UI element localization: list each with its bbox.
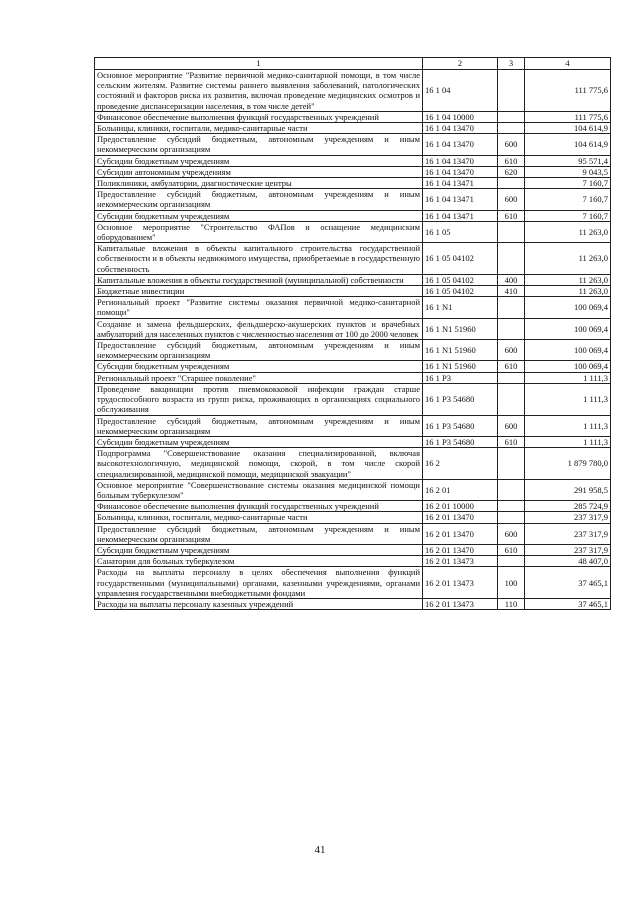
row-amount-cell: 7 160,7 bbox=[525, 178, 611, 189]
row-expense-type-cell: 610 bbox=[498, 155, 525, 166]
row-expense-type-cell bbox=[498, 318, 525, 339]
row-name-cell: Субсидии бюджетным учреждениям bbox=[95, 155, 423, 166]
row-expense-type-cell: 600 bbox=[498, 415, 525, 436]
row-amount-cell: 1 111,3 bbox=[525, 383, 611, 415]
row-code-cell: 16 2 01 13470 bbox=[423, 512, 498, 523]
row-name-cell: Предоставление субсидий бюджетным, автономным учреждениям и иным некоммерческим организациям bbox=[95, 523, 423, 544]
row-expense-type-cell bbox=[498, 178, 525, 189]
row-expense-type-cell: 610 bbox=[498, 361, 525, 372]
row-amount-cell: 237 317,9 bbox=[525, 512, 611, 523]
row-amount-cell: 100 069,4 bbox=[525, 318, 611, 339]
row-expense-type-cell bbox=[498, 479, 525, 500]
row-amount-cell: 237 317,9 bbox=[525, 523, 611, 544]
row-amount-cell: 111 775,6 bbox=[525, 70, 611, 112]
row-code-cell: 16 1 04 13470 bbox=[423, 166, 498, 177]
row-amount-cell: 9 043,5 bbox=[525, 166, 611, 177]
header-col-4: 4 bbox=[525, 58, 611, 70]
row-name-cell: Бюджетные инвестиции bbox=[95, 286, 423, 297]
row-code-cell: 16 1 05 bbox=[423, 221, 498, 242]
row-amount-cell: 104 614,9 bbox=[525, 134, 611, 155]
row-amount-cell: 100 069,4 bbox=[525, 340, 611, 361]
row-name-cell: Расходы на выплаты персоналу казенных учреждений bbox=[95, 598, 423, 609]
table-row bbox=[95, 448, 611, 480]
row-amount-cell: 11 263,0 bbox=[525, 286, 611, 297]
row-expense-type-cell: 600 bbox=[498, 340, 525, 361]
table-row bbox=[95, 361, 611, 372]
row-name-cell: Субсидии бюджетным учреждениям bbox=[95, 210, 423, 221]
row-amount-cell: 11 263,0 bbox=[525, 221, 611, 242]
row-amount-cell: 1 111,3 bbox=[525, 415, 611, 436]
row-amount-cell: 7 160,7 bbox=[525, 189, 611, 210]
table-row bbox=[95, 70, 611, 112]
row-expense-type-cell bbox=[498, 383, 525, 415]
row-expense-type-cell bbox=[498, 501, 525, 512]
row-code-cell: 16 1 N1 51960 bbox=[423, 340, 498, 361]
row-amount-cell: 1 111,3 bbox=[525, 436, 611, 447]
row-amount-cell: 100 069,4 bbox=[525, 361, 611, 372]
row-code-cell: 16 1 04 13471 bbox=[423, 210, 498, 221]
row-code-cell: 16 1 P3 bbox=[423, 372, 498, 383]
row-name-cell: Капитальные вложения в объекты государственной (муниципальной) собственности bbox=[95, 274, 423, 285]
row-code-cell: 16 1 05 04102 bbox=[423, 286, 498, 297]
row-amount-cell: 104 614,9 bbox=[525, 123, 611, 134]
row-name-cell: Больницы, клиники, госпитали, медико-санитарные части bbox=[95, 123, 423, 134]
table-row bbox=[95, 318, 611, 339]
row-name-cell: Основное мероприятие "Развитие первичной медико-санитарной помощи, в том числе сельским жителям. Развитие системы раннего выявления заболеваний, патологических состояний и факторов риска их развития, включая проведение медицинских осмотров и проведение диспансеризации населения, в том числе детей" bbox=[95, 70, 423, 112]
row-expense-type-cell: 600 bbox=[498, 134, 525, 155]
table-row bbox=[95, 479, 611, 500]
table-row bbox=[95, 134, 611, 155]
row-name-cell: Субсидии бюджетным учреждениям bbox=[95, 436, 423, 447]
budget-table bbox=[94, 57, 611, 610]
row-expense-type-cell bbox=[498, 448, 525, 480]
table-row bbox=[95, 523, 611, 544]
row-code-cell: 16 2 01 13470 bbox=[423, 523, 498, 544]
row-expense-type-cell: 610 bbox=[498, 544, 525, 555]
row-expense-type-cell: 600 bbox=[498, 189, 525, 210]
table-row bbox=[95, 221, 611, 242]
table-row bbox=[95, 297, 611, 318]
row-expense-type-cell: 100 bbox=[498, 567, 525, 599]
row-name-cell: Финансовое обеспечение выполнения функций государственных учреждений bbox=[95, 111, 423, 122]
page-number: 41 bbox=[314, 844, 326, 856]
row-name-cell: Субсидии автономным учреждениям bbox=[95, 166, 423, 177]
row-name-cell: Предоставление субсидий бюджетным, автономным учреждениям и иным некоммерческим организациям bbox=[95, 134, 423, 155]
row-name-cell: Региональный проект "Развитие системы оказания первичной медико-санитарной помощи" bbox=[95, 297, 423, 318]
row-expense-type-cell bbox=[498, 556, 525, 567]
row-name-cell: Поликлиники, амбулатории, диагностические центры bbox=[95, 178, 423, 189]
row-code-cell: 16 1 P3 54680 bbox=[423, 436, 498, 447]
row-expense-type-cell: 610 bbox=[498, 436, 525, 447]
row-code-cell: 16 1 05 04102 bbox=[423, 243, 498, 275]
row-code-cell: 16 1 P3 54680 bbox=[423, 383, 498, 415]
row-name-cell: Предоставление субсидий бюджетным, автономным учреждениям и иным некоммерческим организациям bbox=[95, 340, 423, 361]
row-code-cell: 16 2 bbox=[423, 448, 498, 480]
row-amount-cell: 48 407,0 bbox=[525, 556, 611, 567]
row-expense-type-cell bbox=[498, 123, 525, 134]
row-code-cell: 16 1 04 13470 bbox=[423, 155, 498, 166]
row-expense-type-cell: 110 bbox=[498, 598, 525, 609]
row-expense-type-cell bbox=[498, 243, 525, 275]
row-expense-type-cell bbox=[498, 297, 525, 318]
row-name-cell: Предоставление субсидий бюджетным, автономным учреждениям и иным некоммерческим организациям bbox=[95, 189, 423, 210]
header-col-1: 1 bbox=[95, 58, 423, 70]
table-row bbox=[95, 243, 611, 275]
row-code-cell: 16 1 04 13470 bbox=[423, 134, 498, 155]
row-amount-cell: 11 263,0 bbox=[525, 274, 611, 285]
row-expense-type-cell bbox=[498, 221, 525, 242]
table-row bbox=[95, 436, 611, 447]
row-code-cell: 16 1 P3 54680 bbox=[423, 415, 498, 436]
row-amount-cell: 37 465,1 bbox=[525, 598, 611, 609]
row-code-cell: 16 1 04 10000 bbox=[423, 111, 498, 122]
row-code-cell: 16 1 04 bbox=[423, 70, 498, 112]
row-code-cell: 16 1 N1 bbox=[423, 297, 498, 318]
row-name-cell: Основное мероприятие "Совершенствование системы оказания медицинской помощи больным туберкулезом" bbox=[95, 479, 423, 500]
row-code-cell: 16 1 N1 51960 bbox=[423, 361, 498, 372]
row-amount-cell: 111 775,6 bbox=[525, 111, 611, 122]
table-body bbox=[95, 70, 611, 610]
row-code-cell: 16 1 05 04102 bbox=[423, 274, 498, 285]
row-amount-cell: 95 571,4 bbox=[525, 155, 611, 166]
row-name-cell: Предоставление субсидий бюджетным, автономным учреждениям и иным некоммерческим организациям bbox=[95, 415, 423, 436]
row-amount-cell: 237 317,9 bbox=[525, 544, 611, 555]
row-amount-cell: 37 465,1 bbox=[525, 567, 611, 599]
header-col-3: 3 bbox=[498, 58, 525, 70]
row-expense-type-cell bbox=[498, 70, 525, 112]
row-code-cell: 16 1 N1 51960 bbox=[423, 318, 498, 339]
table-row bbox=[95, 111, 611, 122]
table-row bbox=[95, 286, 611, 297]
row-amount-cell: 7 160,7 bbox=[525, 210, 611, 221]
row-name-cell: Капитальные вложения в объекты капитального строительства государственной собственности и в объекты недвижимого имущества, приобретаемые в государственную собственность bbox=[95, 243, 423, 275]
row-expense-type-cell bbox=[498, 111, 525, 122]
table-row bbox=[95, 274, 611, 285]
table-row bbox=[95, 340, 611, 361]
table-header-row bbox=[95, 58, 611, 70]
row-code-cell: 16 2 01 bbox=[423, 479, 498, 500]
row-code-cell: 16 1 04 13471 bbox=[423, 189, 498, 210]
row-name-cell: Финансовое обеспечение выполнения функций государственных учреждений bbox=[95, 501, 423, 512]
row-amount-cell: 1 111,3 bbox=[525, 372, 611, 383]
row-name-cell: Субсидии бюджетным учреждениям bbox=[95, 361, 423, 372]
table-row bbox=[95, 210, 611, 221]
table-row bbox=[95, 123, 611, 134]
table-row bbox=[95, 544, 611, 555]
row-code-cell: 16 1 04 13470 bbox=[423, 123, 498, 134]
row-code-cell: 16 2 01 10000 bbox=[423, 501, 498, 512]
row-code-cell: 16 2 01 13473 bbox=[423, 556, 498, 567]
row-expense-type-cell bbox=[498, 512, 525, 523]
row-amount-cell: 11 263,0 bbox=[525, 243, 611, 275]
row-name-cell: Подпрограмма "Совершенствование оказания специализированной, включая высокотехнологичную, медицинской помощи, скорой, в том числе скорой специализированной, медицинской помощи, медицинской эвакуации" bbox=[95, 448, 423, 480]
row-expense-type-cell bbox=[498, 372, 525, 383]
row-name-cell: Региональный проект "Старшее поколение" bbox=[95, 372, 423, 383]
table-row bbox=[95, 166, 611, 177]
table-row bbox=[95, 415, 611, 436]
row-expense-type-cell: 600 bbox=[498, 523, 525, 544]
table-row bbox=[95, 383, 611, 415]
table-row bbox=[95, 501, 611, 512]
table-row bbox=[95, 556, 611, 567]
table-row bbox=[95, 178, 611, 189]
table-row bbox=[95, 598, 611, 609]
row-amount-cell: 285 724,9 bbox=[525, 501, 611, 512]
row-name-cell: Санатории для больных туберкулезом bbox=[95, 556, 423, 567]
row-expense-type-cell: 410 bbox=[498, 286, 525, 297]
row-expense-type-cell: 610 bbox=[498, 210, 525, 221]
row-amount-cell: 100 069,4 bbox=[525, 297, 611, 318]
row-name-cell: Создание и замена фельдшерских, фельдшерско-акушерских пунктов и врачебных амбулаторий для населенных пунктов с численностью населения от 100 до 2000 человек bbox=[95, 318, 423, 339]
row-amount-cell: 1 879 780,0 bbox=[525, 448, 611, 480]
row-name-cell: Проведение вакцинации против пневмококковой инфекции граждан старше трудоспособного возраста из групп риска, проживающих в организациях социального обслуживания bbox=[95, 383, 423, 415]
table-row bbox=[95, 189, 611, 210]
row-code-cell: 16 2 01 13470 bbox=[423, 544, 498, 555]
row-code-cell: 16 1 04 13471 bbox=[423, 178, 498, 189]
row-code-cell: 16 2 01 13473 bbox=[423, 567, 498, 599]
row-expense-type-cell: 620 bbox=[498, 166, 525, 177]
row-amount-cell: 291 958,5 bbox=[525, 479, 611, 500]
row-expense-type-cell: 400 bbox=[498, 274, 525, 285]
row-name-cell: Субсидии бюджетным учреждениям bbox=[95, 544, 423, 555]
table-row bbox=[95, 512, 611, 523]
header-col-2: 2 bbox=[423, 58, 498, 70]
row-name-cell: Расходы на выплаты персоналу в целях обеспечения выполнения функций государственными (муниципальными) органами, казенными учреждениями, органами управления государственными внебюджетными фондами bbox=[95, 567, 423, 599]
row-code-cell: 16 2 01 13473 bbox=[423, 598, 498, 609]
table-row bbox=[95, 155, 611, 166]
table-row bbox=[95, 372, 611, 383]
table-row bbox=[95, 567, 611, 599]
row-name-cell: Больницы, клиники, госпитали, медико-санитарные части bbox=[95, 512, 423, 523]
row-name-cell: Основное мероприятие "Строительство ФАПов и оснащение медицинским оборудованием" bbox=[95, 221, 423, 242]
